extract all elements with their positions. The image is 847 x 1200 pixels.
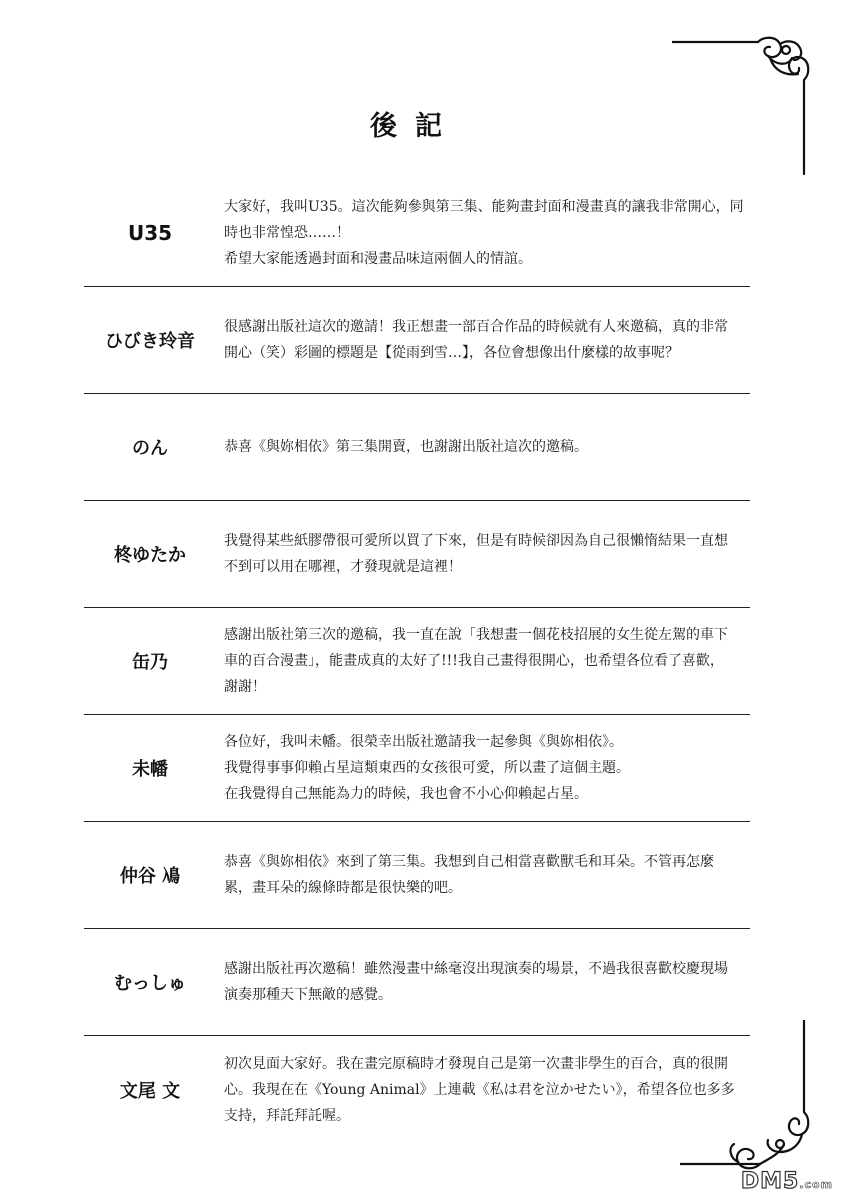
- author-name: 缶乃: [132, 652, 168, 673]
- page-title: 後記: [370, 111, 460, 142]
- author-name: のん: [132, 438, 168, 459]
- watermark-text: DM5: [740, 1169, 800, 1194]
- author-name: 仲谷 鳰: [119, 866, 181, 887]
- message-line: 車的百合漫畫」，能畫成真的太好了!!!我自己畫得很開心，也希望各位看了喜歡，: [224, 653, 724, 669]
- entry-hibiki-reine: [84, 287, 750, 394]
- afterword-entries: [84, 180, 750, 1143]
- entry-fumio-fumi: [84, 1036, 750, 1143]
- author-name: 柊ゆたか: [114, 545, 186, 566]
- message-line: 時也非常惶恐……！: [224, 225, 350, 241]
- message-line: 恭喜《與妳相依》來到了第三集。我想到自己相當喜歡獸毛和耳朵。不管再怎麼: [224, 854, 714, 870]
- entry-non: [84, 394, 750, 501]
- message-line: 不到可以用在哪裡，才發現就是這裡！: [224, 559, 462, 575]
- site-watermark: [741, 1169, 833, 1194]
- corner-ornament-top-right: [672, 36, 812, 176]
- message-line: 大家好，我叫U35。這次能夠參與第三集、能夠畫封面和漫畫真的讓我非常開心，同: [224, 199, 744, 215]
- author-message: [216, 314, 750, 366]
- author-message: [216, 622, 750, 700]
- message-line: 謝謝！: [224, 679, 266, 695]
- message-line: 開心（笑）彩圖的標題是【從雨到雪…】，各位會想像出什麼樣的故事呢？: [224, 345, 679, 361]
- message-line: 演奏那種天下無敵的感覺。: [224, 987, 392, 1003]
- message-line: 感謝出版社再次邀稿！雖然漫畫中絲毫沒出現演奏的場景，不過我很喜歡校慶現場: [224, 961, 728, 977]
- message-line: 感謝出版社第三次的邀稿，我一直在說「我想畫一個花枝招展的女生從左駕的車下: [224, 627, 728, 643]
- author-message: [216, 729, 750, 807]
- author-message: [216, 194, 750, 272]
- message-line: 希望大家能透過封面和漫畫品味這兩個人的情誼。: [224, 251, 532, 267]
- author-message: [216, 1051, 750, 1129]
- watermark-suffix: .com: [799, 1178, 833, 1191]
- entry-hiiragi-yutaka: [84, 501, 750, 608]
- author-name: U35: [127, 221, 173, 245]
- message-line: 我覺得某些紙膠帶很可愛所以買了下來，但是有時候卻因為自己很懶惰結果一直想: [224, 533, 728, 549]
- author-name: 文尾 文: [119, 1080, 181, 1102]
- message-line: 支持，拜託拜託喔。: [224, 1107, 350, 1124]
- author-name: 未幡: [132, 759, 168, 780]
- author-name: ひびき玲音: [105, 331, 195, 352]
- author-message: [216, 956, 750, 1008]
- message-line: 很感謝出版社這次的邀請！我正想畫一部百合作品的時候就有人來邀稿，真的非常: [224, 319, 728, 335]
- message-line: 恭喜《與妳相依》第三集開賣，也謝謝出版社這次的邀稿。: [224, 439, 588, 455]
- author-message: [216, 849, 750, 901]
- message-line: 初次見面大家好。我在畫完原稿時才發現自己是第一次畫非學生的百合，真的很開: [224, 1055, 728, 1072]
- message-line: 我覺得事事仰賴占星這類東西的女孩很可愛，所以畫了這個主題。: [224, 760, 630, 776]
- entry-canno: [84, 608, 750, 715]
- author-message: [216, 434, 750, 460]
- entry-mihata: [84, 715, 750, 822]
- message-line: 心。我現在在《Young Animal》上連載《私は君を泣かせたい》，希望各位也多多: [224, 1081, 735, 1098]
- entry-nakatani-nio: [84, 822, 750, 929]
- message-line: 累，畫耳朵的線條時都是很快樂的吧。: [224, 880, 462, 896]
- author-message: [216, 528, 750, 580]
- entry-musshu: [84, 929, 750, 1036]
- message-line: 各位好，我叫未幡。很榮幸出版社邀請我一起參與《與妳相依》。: [224, 734, 623, 750]
- author-name: むっしゅ: [114, 973, 186, 994]
- message-line: 在我覺得自己無能為力的時候，我也會不小心仰賴起占星。: [224, 786, 588, 802]
- entry-u35: [84, 180, 750, 287]
